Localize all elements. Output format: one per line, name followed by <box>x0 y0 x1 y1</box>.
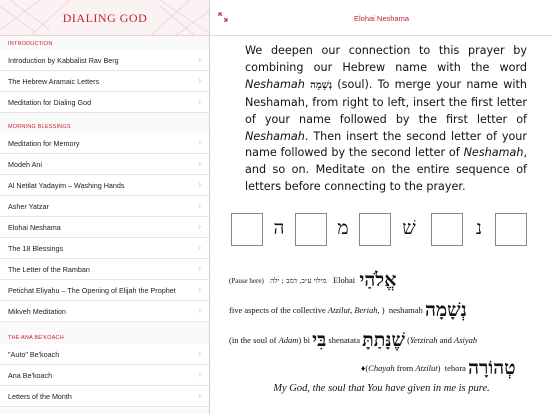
hebrew-letter: שׁ <box>402 217 416 239</box>
line-note: ) bi <box>298 335 310 345</box>
chevron-right-icon: › <box>198 243 201 252</box>
sidebar-item-meditation-dialing-god[interactable] <box>0 92 210 113</box>
chevron-right-icon: › <box>198 370 201 379</box>
sidebar-item-modeh-ani[interactable] <box>0 154 210 175</box>
line-note: ) <box>437 363 441 373</box>
transliteration: shenatata <box>328 335 361 345</box>
sidebar-item-label: Letters of the Month <box>8 392 72 401</box>
chevron-right-icon: › <box>198 391 201 400</box>
letter-input-box[interactable] <box>495 213 527 246</box>
sidebar-item-label: "Auto" Be'koach <box>8 350 60 359</box>
sidebar-item-mikveh-meditation[interactable] <box>0 301 210 322</box>
line-note: , ) <box>377 305 385 315</box>
sidebar-item-label: Petichat Eliyahu – The Opening of Elijah the Prophet <box>8 286 176 295</box>
sidebar-item-hebrew-letters[interactable] <box>0 71 210 92</box>
line-note-italic: Atzilut <box>415 363 438 373</box>
line-note: and <box>437 335 455 345</box>
transliteration: Elohai <box>332 275 356 285</box>
letter-input-box[interactable] <box>295 213 327 246</box>
section-header-morning-blessings: MORNING BLESSINGS <box>8 124 71 130</box>
paragraph-emphasis: Neshamah <box>463 146 524 160</box>
sidebar-item-label: The Letter of the Ramban <box>8 265 90 274</box>
line-note-italic: Yetzirah <box>409 335 438 345</box>
sidebar-item-asher-yatzar[interactable] <box>0 196 210 217</box>
letter-input-box[interactable] <box>359 213 391 246</box>
chevron-right-icon: › <box>198 222 201 231</box>
sidebar-item-letter-ramban[interactable] <box>0 259 210 280</box>
sidebar-item-label: The 18 Blessings <box>8 244 64 253</box>
translation-text: My God, the soul that You have given in me is pure. <box>273 383 490 394</box>
line-note: (in the soul of <box>229 335 279 345</box>
hebrew-word: שֶׁנָּתַתָּ <box>362 329 405 351</box>
line-note-italic: Adam <box>278 335 299 345</box>
line-note-italic: Atzilut <box>327 305 351 315</box>
line-note-italic: Chayah <box>368 363 395 373</box>
pause-note: (Pause here) <box>229 277 264 285</box>
prayer-line <box>229 329 539 352</box>
sidebar-item-ana-bekoach[interactable] <box>0 365 210 386</box>
sidebar-item-label: The Hebrew Aramaic Letters <box>8 77 100 86</box>
line-note: five aspects of the collective <box>229 305 328 315</box>
sidebar <box>0 0 210 414</box>
sidebar-item-label: Elohai Neshama <box>8 223 61 232</box>
sidebar-item-label: Ana Be'koach <box>8 371 53 380</box>
hebrew-letter: נ <box>475 217 483 239</box>
sidebar-title: DIALING GOD <box>62 11 148 25</box>
sidebar-item-label: Mikveh Meditation <box>8 307 66 316</box>
paragraph-text: , and so on. Meditate on the entire sequence of letters before connecting to the prayer. <box>245 146 527 194</box>
sidebar-item-letters-of-month[interactable] <box>0 386 210 407</box>
sidebar-item-meditation-memory[interactable] <box>0 133 210 154</box>
prayer-line <box>229 269 539 292</box>
letter-input-box[interactable] <box>431 213 463 246</box>
sidebar-item-elohai-neshama[interactable] <box>0 217 210 238</box>
paragraph-emphasis: Neshamah <box>245 77 305 91</box>
chevron-right-icon: › <box>198 201 201 210</box>
chevron-right-icon: › <box>198 285 201 294</box>
sidebar-item-auto-bekoach[interactable] <box>0 344 210 365</box>
section-header-ana-bekoach: THE ANA BE'KOACH <box>8 335 64 341</box>
sidebar-item-label: Introduction by Kabbalist Rav Berg <box>8 56 119 65</box>
sidebar-item-label: Modeh Ani <box>8 160 42 169</box>
chevron-right-icon: › <box>198 159 201 168</box>
hebrew-word: נְשָׁמָה <box>424 299 467 321</box>
hebrew-letter: מ <box>337 217 349 239</box>
sidebar-item-label: Meditation for Memory <box>8 139 80 148</box>
line-note: ♦( <box>361 363 369 373</box>
sidebar-item-intro-rav-berg[interactable] <box>0 50 210 71</box>
hebrew-word: טְהוֹרָה <box>468 357 516 379</box>
line-note: , <box>350 305 355 315</box>
chevron-right-icon: › <box>198 264 201 273</box>
chevron-right-icon: › <box>198 180 201 189</box>
letter-input-box[interactable] <box>231 213 263 246</box>
chevron-right-icon: › <box>198 306 201 315</box>
sidebar-item-al-netilat-yadayim[interactable] <box>0 175 210 196</box>
hebrew-word: אֱלֹהַי <box>359 269 397 291</box>
transliteration: neshamah <box>388 305 423 315</box>
main-header <box>211 0 552 36</box>
name-letter-grid <box>231 213 531 249</box>
hebrew-word: נְשָׁמָה <box>310 79 333 91</box>
sidebar-item-label: Asher Yatzar <box>8 202 49 211</box>
line-note-italic: Asiyah <box>454 335 478 345</box>
chevron-right-icon: › <box>198 349 201 358</box>
transliteration: tehora <box>444 363 466 373</box>
line-note: from <box>394 363 416 373</box>
chevron-right-icon: › <box>198 55 201 64</box>
page-title: Elohai Neshama <box>353 14 410 23</box>
line-note: ( <box>407 335 410 345</box>
paragraph-emphasis: Neshamah <box>245 129 305 143</box>
sidebar-item-label: Al Netilat Yadayim – Washing Hands <box>8 181 125 190</box>
chevron-right-icon: › <box>198 76 201 85</box>
prayer-line <box>229 299 539 322</box>
sidebar-header <box>0 0 210 36</box>
prayer-line <box>361 357 541 380</box>
paragraph-text: . Then insert the second letter of your name followed by the second letter of <box>245 129 527 160</box>
paragraph-text: (soul). To merge your name with Neshamah, from right to left, insert the first letter of your name followed by the first letter of <box>245 77 527 126</box>
sidebar-item-label: Meditation for Dialing God <box>8 98 92 107</box>
chevron-right-icon: › <box>198 97 201 106</box>
instructions-paragraph <box>245 43 527 196</box>
hebrew-letter: ה <box>273 217 285 239</box>
sidebar-item-petichat-eliyahu[interactable] <box>0 280 210 301</box>
meditation-note: מילוי ע״ב, דמב ; ילה <box>270 277 327 285</box>
line-note-italic: Beriah <box>354 305 378 315</box>
section-header-introduction: INTRODUCTION <box>8 41 53 47</box>
hebrew-word: בִּי <box>312 329 327 351</box>
paragraph-text: We deepen our connection to this prayer by combining our Hebrew name with the word <box>245 44 527 74</box>
main-content <box>211 37 552 414</box>
sidebar-item-18-blessings[interactable] <box>0 238 210 259</box>
chevron-right-icon: › <box>198 138 201 147</box>
